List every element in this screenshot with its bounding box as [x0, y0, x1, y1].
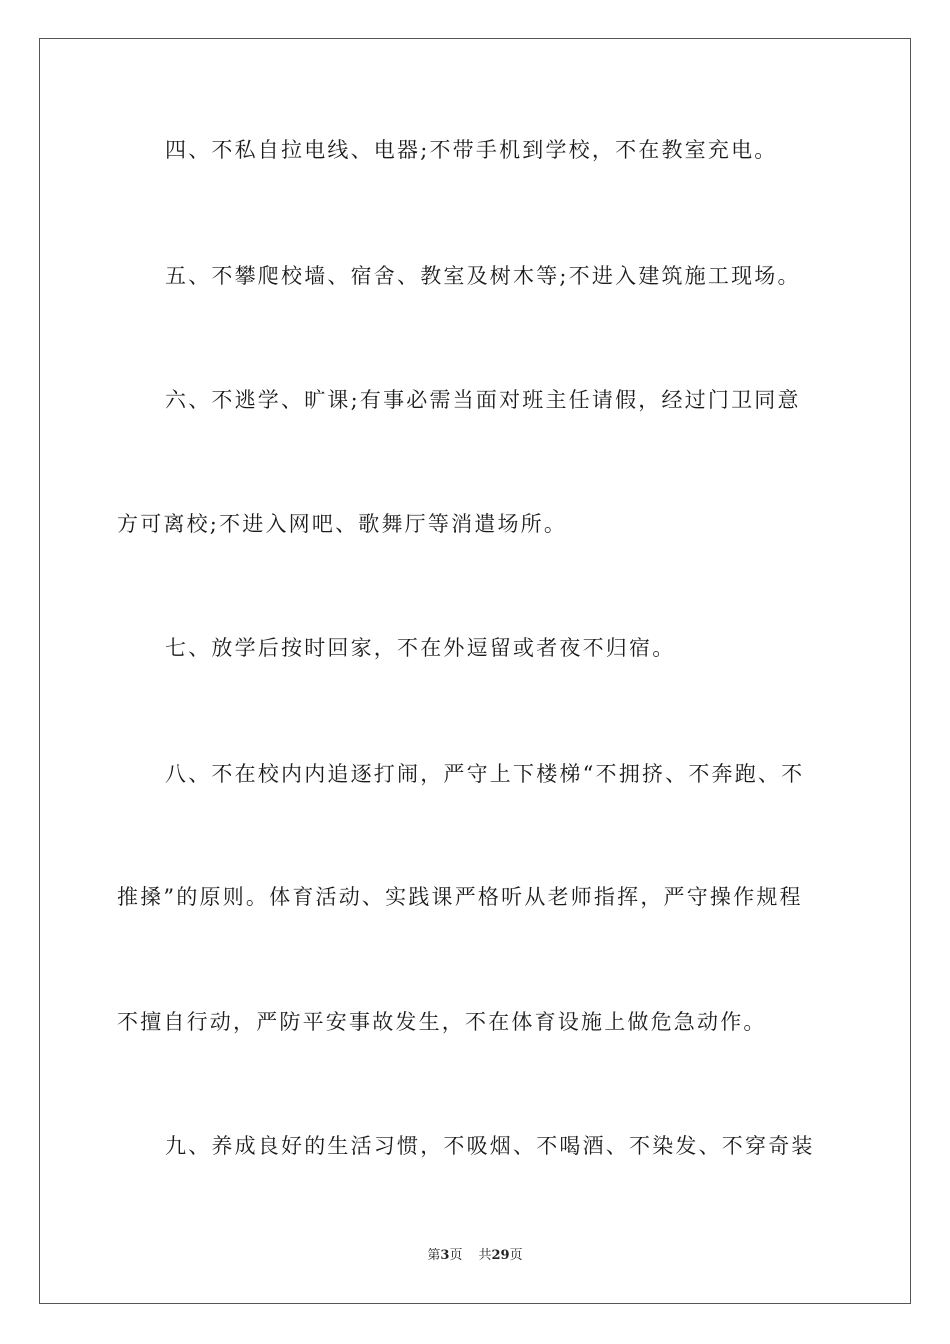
page-footer	[0, 1247, 950, 1265]
paragraph-line-6-cont: 方可离校;不进入网吧、歌舞厅等消遣场所。	[117, 512, 568, 536]
paragraph-line-8-cont-2: 不擅自行动，严防平安事故发生，不在体育设施上做危急动作。	[117, 1010, 767, 1034]
total-pages: 29	[491, 1248, 510, 1263]
page-border	[39, 38, 911, 1304]
paragraph-line-6: 六、不逃学、旷课;有事必需当面对班主任请假，经过门卫同意	[165, 388, 801, 412]
paragraph-line-8-cont-1: 推搡”的原则。体育活动、实践课严格听从老师指挥，严守操作规程	[117, 885, 803, 909]
paragraph-line-4: 四、不私自拉电线、电器;不带手机到学校，不在教室充电。	[165, 138, 778, 162]
total-suffix: 页	[509, 1248, 523, 1263]
paragraph-line-7: 七、放学后按时回家，不在外逗留或者夜不归宿。	[165, 636, 676, 660]
paragraph-line-5: 五、不攀爬校墙、宿舍、教室及树木等;不进入建筑施工现场。	[165, 264, 801, 288]
paragraph-line-8: 八、不在校内内追逐打闹，严守上下楼梯“不拥挤、不奔跑、不	[165, 762, 805, 786]
total-prefix: 共	[478, 1248, 492, 1263]
page-number: 3	[440, 1248, 450, 1263]
page-prefix: 第	[427, 1248, 441, 1263]
page-suffix: 页	[449, 1248, 463, 1263]
paragraph-line-9: 九、养成良好的生活习惯，不吸烟、不喝酒、不染发、不穿奇装	[165, 1134, 815, 1158]
